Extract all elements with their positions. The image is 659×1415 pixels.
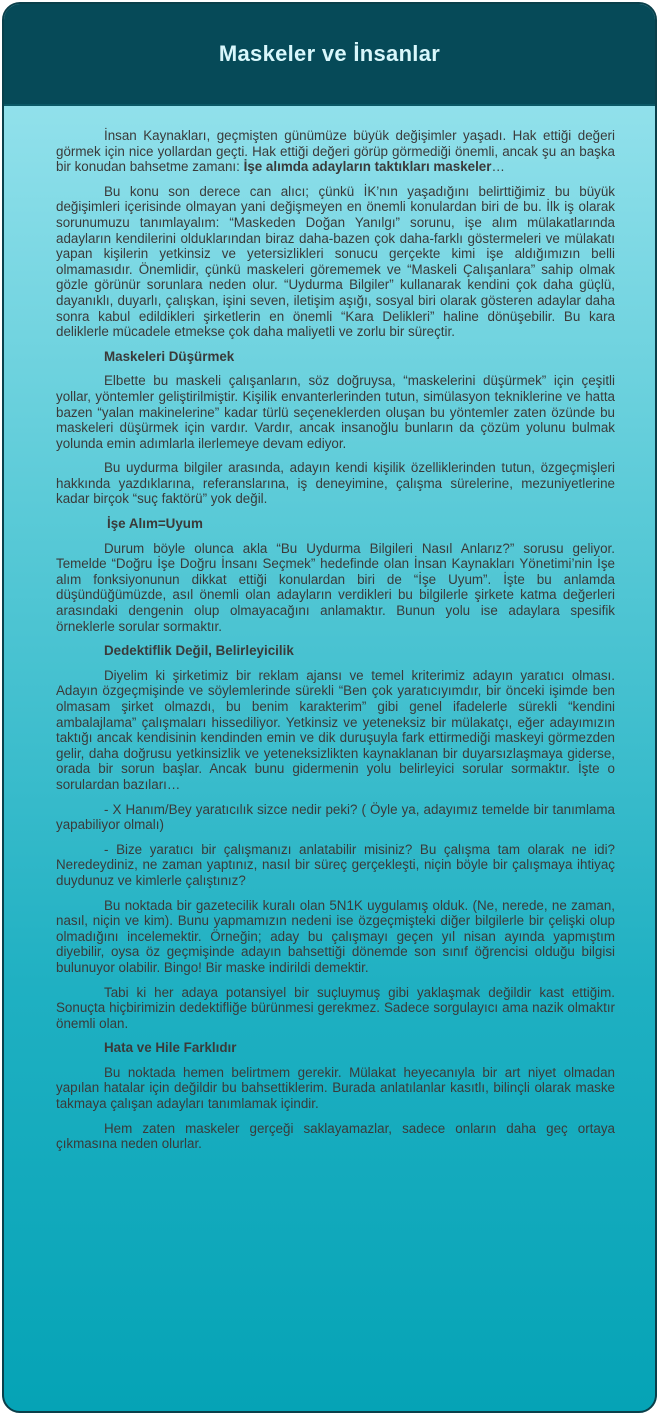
paragraph-question-1: - X Hanım/Bey yaratıcılık sizce nedir peki? ( Öyle ya, adayımız temelde bir tanımlama yapabiliyor olmalı) <box>56 801 615 833</box>
article-title: Maskeler ve İnsanlar <box>218 41 441 66</box>
article-panel <box>2 2 657 1413</box>
article-header <box>4 4 655 106</box>
intro-bold: İşe alımda adayların taktıkları maskeler <box>243 159 492 175</box>
paragraph-11: Bu noktada hemen belirtmem gerekir. Mülakat heyecanıyla bir art niyet olmadan yapılan hatalar için değildir bu bahsettiklerim. Burada anlatılanlar kasıtlı, bilinçli olarak maske takmaya çalışan adayları tanımlamak içindir. <box>56 1064 615 1112</box>
section-heading-hata-hile: Hata ve Hile Farklıdır <box>104 1040 237 1056</box>
section-heading-dedektiflik: Dedektiflik Değil, Belirleyicilik <box>104 643 294 659</box>
paragraph-12: Hem zaten maskeler gerçeği saklayamazlar, sadece onların daha geç ortaya çıkmasına neden olurlar. <box>56 1120 615 1152</box>
paragraph-9: Bu noktada bir gazetecilik kuralı olan 5N1K uygulamış olduk. (Ne, nerede, ne zaman, nasıl, niçin ve kim). Bunu yapmamızın nedeni ise özgeçmişteki diğer bilgilerle bir çelişki olup olmadığını incelemektir. Örneğin; aday bu çalışmayı geçen yıl nisan ayında yapmıştım diyebilir, oysa öz geçmişinde adayın bahsettiği dönemde son sınıf öğrencisi olduğu bilgisi bulunuyor olabilir. Bingo! Bir maske indirildi demektir. <box>56 897 615 975</box>
paragraph-6: Diyelim ki şirketimiz bir reklam ajansı ve temel kriterimiz adayın yaratıcı olması. Adayın özgeçmişinde ve söylemlerinde sürekli “Ben çok yaratıcıyımdır, bir önceki işimde ben olmasam şirket olmazdı, bu benim karakterim” gibi genel ifadelerle sürekli “kendini ambalajlama” çalışmaları hissediliyor. Yetkinsiz ve yeteneksiz bir mülakatçı, eğer adayımızın taktığı ancak kendisinin kendinden emin ve dik duruşuyla fark ettirmediği maskeyi görmezden gelir, daha doğrusu yetkinsizlik ve yeteneksizlikten kaynaklanan bir duyarsızlaşmaya giderse, orada bir sorun başlar. Ancak bunu gidermenin yolu belirleyici sorular sormaktır. İşte o sorulardan bazıları… <box>56 667 615 792</box>
paragraph-10: Tabi ki her adaya potansiyel bir suçluymuş gibi yaklaşmak değildir kast ettiğim. Sonuçta hiçbirimizin dedektifliğe bürünmesi gerekmez. Sadece sorgulayıcı ama nazik olmaktır önemli olan. <box>56 984 615 1031</box>
section-heading-ise-alim-uyum: İşe Alım=Uyum <box>107 516 203 532</box>
paragraph-question-2: - Bize yaratıcı bir çalışmanızı anlatabilir misiniz? Bu çalışma tam olarak ne idi? Neredeydiniz, ne zaman yaptınız, nasıl bir süreç gerçekleşti, niçin böyle bir çalışmaya ihtiyaç duydunuz ve kimlerle çalıştınız? <box>56 841 615 888</box>
intro-text: İnsan Kaynakları, geçmişten günümüze büyük değişimler yaşadı. Hak ettiği değeri görmek için nice yollardan geçti. Hak ettiği değeri görüp görmediği önemli, ancak şu an başka bir konudan bahsetme zamanı: <box>56 128 615 175</box>
article-body <box>4 106 655 1152</box>
paragraph-5: Durum böyle olunca akla “Bu Uydurma Bilgileri Nasıl Anlarız?” sorusu geliyor. Temelde “Doğru İşe Doğru İnsanı Seçmek” hedefinde olan İnsan Kaynakları Yönetimi’nin İşe alım fonksiyonunun dikkat ettiği konulardan biri de “İşe Uyum”. İşte bu anlamda düşündüğümüzde, asıl önemli olan adayların verdikleri bu bilgilerle şirkete katma değerleri arasındaki dengenin olup olmayacağını anlamaktır. Bunun yolu ise adaylara spesifik örneklerle sorular sormaktır. <box>56 540 615 634</box>
paragraph-3: Elbette bu maskeli çalışanların, söz doğruysa, “maskelerini düşürmek” için çeşitli yollar, yöntemler geliştirilmiştir. Kişilik envanterlerinden tutun, simülasyon tekniklerine ve hatta bazen “yalan makinelerine” kadar türlü seçeneklerden oluşan bu yöntemler zaten özünde bu maskeleri düşürmek için vardır. Vardır, ancak insanoğlu bunların da çözüm yolunu bulmak yolunda emin adımlarla ilerlemeye devam ediyor. <box>56 373 615 451</box>
intro-ellipsis: … <box>491 159 505 175</box>
paragraph-2: Bu konu son derece can alıcı; çünkü İK’nın yaşadığını belirttiğimiz bu büyük değişimleri içerisinde olmayan yani değişmeyen en önemli konulardan biri de bu. İlk iş olarak sorunumuzu tanımlayalım: “Maskeden Doğan Yanılgı” sorunu, işe alım mülakatlarında adayların kendilerini olduklarından biraz daha-bazen çok daha-farklı göstermeleri ve mülakatı yapan kişilerin yetkinsiz ve yetersizlikleri sonucu gerçekte kimi işe aldığımızın belli olmamasıdır. Önemlidir, çünkü maskeleri görememek ve “Maskeli Çalışanlara” sahip olmak gözle görünür sorunlara neden olur. “Uydurma Bilgiler” kullanarak kendini çok daha güçlü, dayanıklı, duyarlı, çalışkan, işini seven, iletişim aşığı, sosyal biri olarak gösteren adaylar daha sonra kabul edildikleri şirketlerin en önemli “Kara Delikleri” haline dönüşebilir. Bu kara deliklerle mücadele etmekse çok daha maliyetli ve zorlu bir süreçtir. <box>56 183 615 340</box>
paragraph-4: Bu uydurma bilgiler arasında, adayın kendi kişilik özelliklerinden tutun, özgeçmişleri hakkında yazdıklarına, referanslarına, iş deneyimine, çalışma sürelerine, mezuniyetlerine kadar birçok “suç faktörü” yok değil. <box>56 460 615 507</box>
paragraph-intro <box>56 128 615 175</box>
section-heading-maskeleri-dusurmek: Maskeleri Düşürmek <box>104 348 235 364</box>
